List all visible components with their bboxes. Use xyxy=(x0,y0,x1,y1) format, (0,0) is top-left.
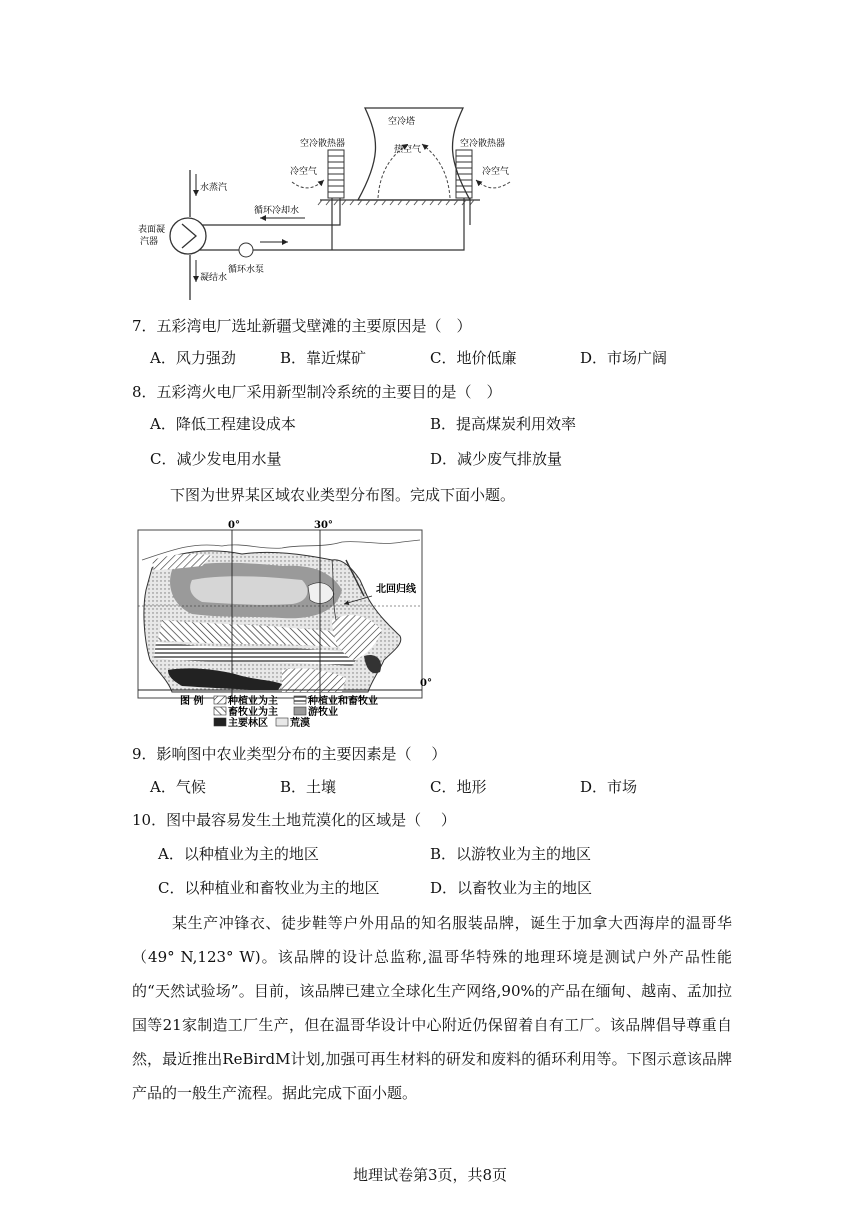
q10-option-a[interactable]: A．以种植业为主的地区 xyxy=(158,845,319,863)
radiator-right-label: 空冷散热器 xyxy=(460,139,506,149)
q9-option-d[interactable]: D．市场 xyxy=(580,778,638,796)
left-radiator xyxy=(328,150,344,198)
pump-label: 循环水泵 xyxy=(228,265,265,275)
legend-livestock: 畜牧业为主 xyxy=(228,707,278,718)
steam-label: 水蒸汽 xyxy=(200,183,228,193)
pump-icon xyxy=(239,243,253,257)
air-cooling-diagram xyxy=(130,100,530,310)
page-footer: 地理试卷第3页，共8页 xyxy=(352,1166,508,1184)
condenser-label-1: 表面凝 xyxy=(138,225,166,235)
q7-option-a[interactable]: A．风力强劲 xyxy=(150,349,236,367)
map-intro: 下图为世界某区域农业类型分布图。完成下面小题。 xyxy=(170,486,516,504)
legend-crop-livestock: 种植业和畜牧业 xyxy=(308,696,378,707)
q9-option-b[interactable]: B．土壤 xyxy=(280,778,337,796)
agriculture-map xyxy=(132,520,440,728)
passage-text: 某生产冲锋衣、徒步鞋等户外用品的知名服装品牌，诞生于加拿大西海岸的温哥华（49° N,123° W)。该品牌的设计总监称,温哥华特殊的地理环境是测试户外产品性能的“天然试验场”。目前，该品牌已建立全球化生产网络,90%的产品在缅甸、越南、孟加拉国等21家制造工厂生产，但在温哥华设计中心附近仍保留着自有工厂。该品牌倡导尊重自然，最近推出ReBirdM计划,加强可再生材料的研发和废料的循环利用等。下图示意该品牌产品的一般生产流程。据此完成下面小题。 xyxy=(132,914,732,1102)
tower-label: 空冷塔 xyxy=(388,117,416,127)
q8-option-b[interactable]: B．提高煤炭利用效率 xyxy=(430,415,577,433)
question-7-stem: 7．五彩湾电厂选址新疆戈壁滩的主要原因是（ ） xyxy=(132,317,472,335)
q9-option-c[interactable]: C．地形 xyxy=(430,778,487,796)
cooling-water-label: 循环冷却水 xyxy=(254,206,300,216)
condenser-label-2: 汽器 xyxy=(140,237,159,247)
radiator-left-label: 空冷散热器 xyxy=(300,139,346,149)
q10-option-c[interactable]: C．以种植业和畜牧业为主的地区 xyxy=(158,879,380,897)
q10-option-d[interactable]: D．以畜牧业为主的地区 xyxy=(430,879,593,897)
lon-30-label: 30° xyxy=(314,520,333,531)
legend-title: 图 例 xyxy=(180,696,204,707)
hot-air-label: 热空气 xyxy=(394,145,422,155)
condenser-icon xyxy=(170,218,206,254)
tropic-label: 北回归线 xyxy=(376,584,416,595)
q8-option-d[interactable]: D．减少废气排放量 xyxy=(430,450,563,468)
cold-air-right-label: 冷空气 xyxy=(482,167,510,177)
legend-nomadic: 游牧业 xyxy=(308,707,338,718)
question-8-stem: 8．五彩湾火电厂采用新型制冷系统的主要目的是（ ） xyxy=(132,383,502,401)
q7-option-b[interactable]: B．靠近煤矿 xyxy=(280,349,367,367)
q8-option-c[interactable]: C．减少发电用水量 xyxy=(150,450,282,468)
legend-desert: 荒漠 xyxy=(290,718,310,728)
equator-label: 0° xyxy=(420,678,432,689)
cold-air-left-label: 冷空气 xyxy=(290,167,318,177)
right-radiator xyxy=(456,150,472,198)
legend-crop: 种植业为主 xyxy=(228,696,278,707)
question-9-stem: 9．影响图中农业类型分布的主要因素是（ ） xyxy=(132,745,447,763)
condensate-label: 凝结水 xyxy=(200,273,228,283)
q7-option-c[interactable]: C．地价低廉 xyxy=(430,349,517,367)
question-10-stem: 10．图中最容易发生土地荒漠化的区域是（ ） xyxy=(132,811,456,829)
q7-option-d[interactable]: D．市场广阔 xyxy=(580,349,668,367)
lon-0-label: 0° xyxy=(228,520,240,531)
q9-option-a[interactable]: A．气候 xyxy=(150,778,206,796)
q10-option-b[interactable]: B．以游牧业为主的地区 xyxy=(430,845,592,863)
q8-option-a[interactable]: A．降低工程建设成本 xyxy=(150,415,296,433)
legend-forest: 主要林区 xyxy=(228,718,268,728)
